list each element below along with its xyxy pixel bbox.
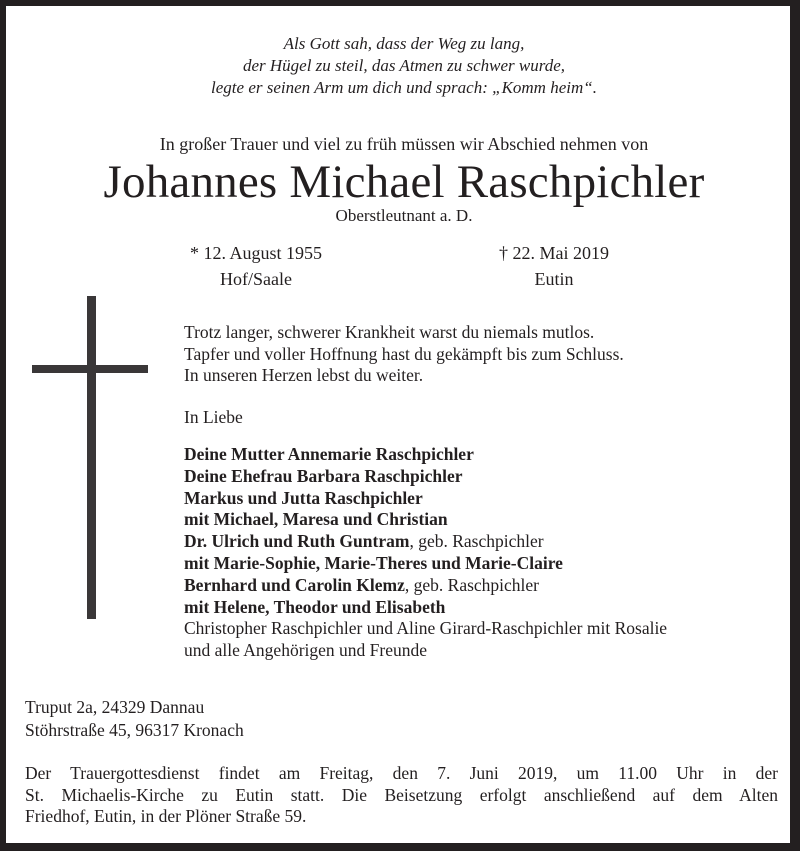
farewell-message bbox=[184, 322, 624, 387]
poem-line: legte er seinen Arm um dich und sprach: „Komm heim“. bbox=[211, 78, 597, 97]
rank-title: Oberstleutnant a. D. bbox=[335, 206, 473, 225]
birth-info bbox=[176, 240, 336, 292]
mourner-line: Christopher Raschpichler und Aline Girard-Raschpichler mit Rosalie bbox=[184, 618, 668, 639]
service-line: St. Michaelis-Kirche zu Eutin statt. Die Beisetzung erfolgt anschließend auf dem Alten bbox=[25, 784, 778, 805]
poem-line: Als Gott sah, dass der Weg zu lang, bbox=[283, 34, 525, 53]
death-place: Eutin bbox=[534, 269, 574, 289]
message-line: Trotz langer, schwerer Krankheit warst du niemals mutlos. bbox=[184, 322, 595, 342]
funeral-service-info bbox=[25, 763, 778, 828]
service-line: Der Trauergottesdienst findet am Freitag, den 7. Juni 2019, um 11.00 Uhr in der bbox=[25, 763, 778, 783]
address-line: Stöhrstraße 45, 96317 Kronach bbox=[25, 720, 244, 740]
mourners-list bbox=[184, 444, 667, 662]
message-line: Tapfer und voller Hoffnung hast du gekämpft bis zum Schluss. bbox=[184, 343, 624, 364]
death-info bbox=[474, 240, 634, 292]
obituary-notice bbox=[6, 6, 790, 843]
service-line: Friedhof, Eutin, in der Plöner Straße 59. bbox=[25, 806, 307, 826]
birth-place: Hof/Saale bbox=[220, 269, 292, 289]
mourner-line: Dr. Ulrich und Ruth Guntram, geb. Raschpichler bbox=[184, 531, 544, 552]
message-line: In unseren Herzen lebst du weiter. bbox=[184, 365, 424, 385]
mourner-line: Bernhard und Carolin Klemz, geb. Raschpichler bbox=[184, 574, 540, 595]
mourner-line: mit Michael, Maresa und Christian bbox=[184, 509, 448, 530]
poem bbox=[6, 33, 800, 99]
cross-horizontal-bar bbox=[32, 365, 148, 373]
mourner-line: Deine Ehefrau Barbara Raschpichler bbox=[184, 465, 463, 486]
cross-vertical-bar bbox=[87, 296, 96, 619]
deceased-name: Johannes Michael Raschpichler bbox=[103, 156, 705, 208]
death-date: † 22. Mai 2019 bbox=[499, 243, 609, 263]
mourner-line: mit Helene, Theodor und Elisabeth bbox=[184, 596, 446, 617]
address-line: Truput 2a, 24329 Dannau bbox=[25, 697, 205, 717]
birth-date: * 12. August 1955 bbox=[189, 243, 322, 263]
mourner-line: mit Marie-Sophie, Marie-Theres und Marie-Claire bbox=[184, 552, 563, 573]
addresses bbox=[25, 696, 244, 742]
mourner-line: Deine Mutter Annemarie Raschpichler bbox=[184, 444, 474, 464]
mourner-line: und alle Angehörigen und Freunde bbox=[184, 640, 428, 661]
intro-text: In großer Trauer und viel zu früh müssen wir Abschied nehmen von bbox=[159, 134, 649, 154]
mourner-line: Markus und Jutta Raschpichler bbox=[184, 487, 423, 508]
poem-line: der Hügel zu steil, das Atmen zu schwer wurde, bbox=[242, 56, 566, 75]
in-love-label: In Liebe bbox=[184, 407, 243, 427]
